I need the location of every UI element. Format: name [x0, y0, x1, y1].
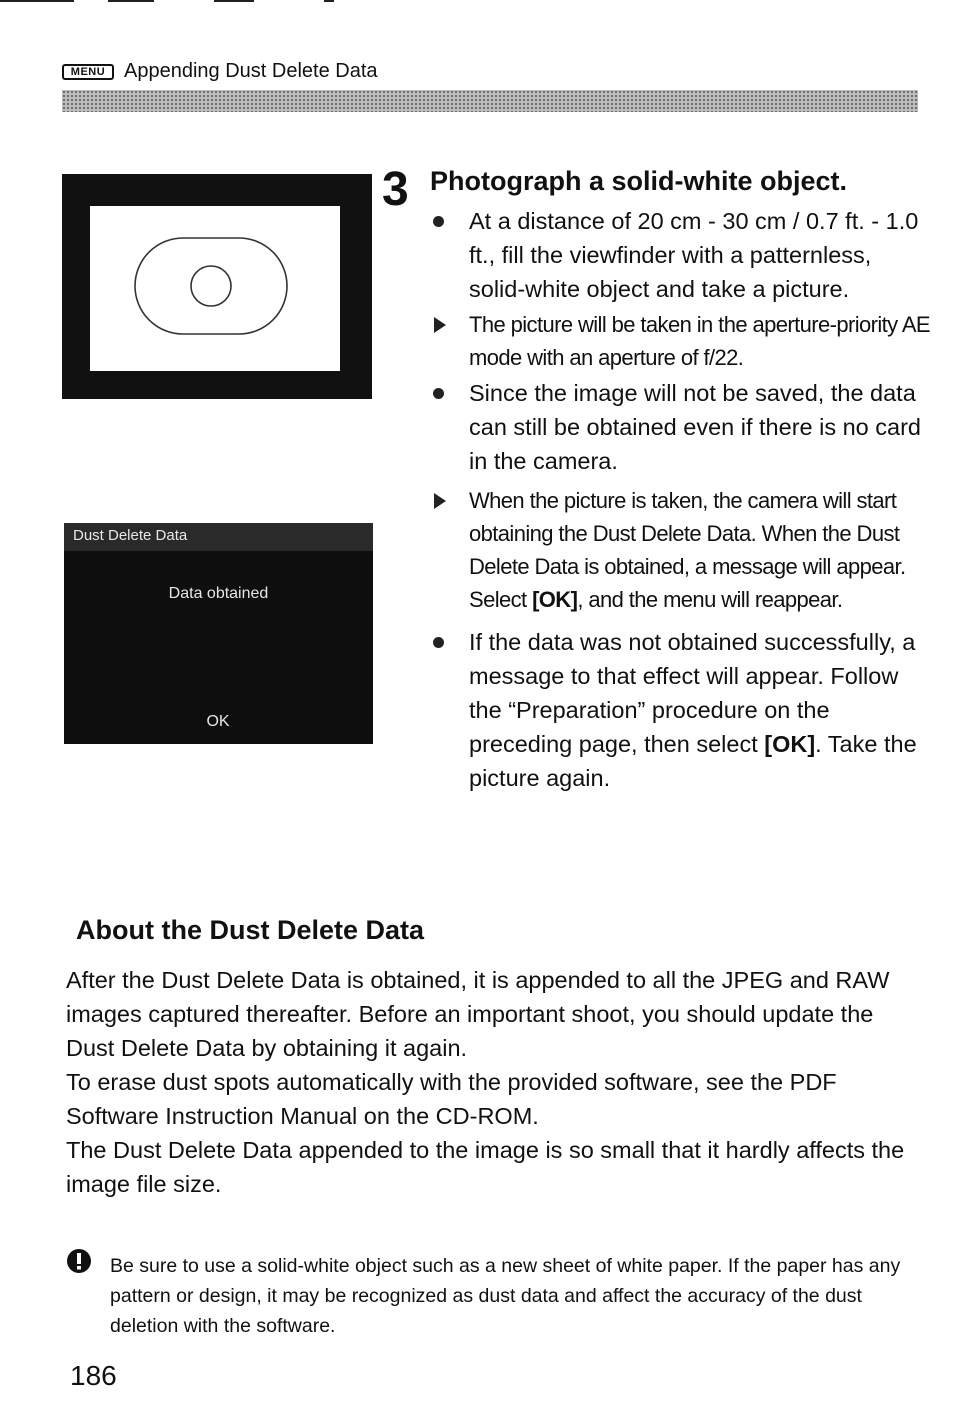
- paragraph: To erase dust spots automatically with the provided software, see the PDF Software Instruction Manual on the CD-ROM.: [66, 1069, 837, 1129]
- triangle-icon: [430, 308, 460, 342]
- dot-icon: [430, 625, 460, 659]
- paragraph: The Dust Delete Data appended to the image is so small that it hardly affects the image file size.: [66, 1137, 905, 1197]
- ok-button-label: [OK]: [764, 731, 816, 757]
- lcd-ok-button[interactable]: OK: [206, 713, 230, 730]
- ok-button-label: [OK]: [532, 587, 578, 612]
- bullet-text-end: , and the menu will reappear.: [577, 587, 843, 612]
- dot-icon: [430, 376, 460, 410]
- list-item: [430, 484, 930, 616]
- bullet-text-end: . Take the picture again.: [469, 731, 917, 791]
- viewfinder-illustration: [62, 174, 372, 399]
- lcd-screen: [64, 523, 373, 744]
- lcd-screen-message: Data obtained: [168, 585, 269, 602]
- bullet-text: If the data was not obtained successfully, a message to that effect will appear. Follow the “Preparation” procedure on the preceding page, then select: [469, 629, 916, 757]
- list-item: [430, 204, 930, 306]
- step-bullet-list: [430, 204, 930, 795]
- page-number: 186: [70, 1360, 117, 1391]
- bullet-text: When the picture is taken, the camera will start obtaining the Dust Delete Data. When the Dust Delete Data is obtained, a message will appear. Select: [469, 488, 906, 612]
- bullet-text: The picture will be taken in the aperture-priority AE mode with an aperture of f/22.: [469, 312, 930, 370]
- top-crop-marks: [0, 0, 954, 6]
- section-body: [66, 963, 926, 1201]
- white-object-screen: [90, 206, 340, 371]
- section-title: About the Dust Delete Data: [76, 915, 425, 945]
- dot-icon: [430, 204, 460, 238]
- list-item: [430, 625, 930, 795]
- triangle-icon: [430, 484, 460, 518]
- header-divider-bar: [62, 90, 918, 112]
- caution-note: Be sure to use a solid-white object such as a new sheet of white paper. If the paper has any pattern or design, it may be recognized as dust data and affect the accuracy of the dust deletion with the software.: [110, 1255, 901, 1337]
- step-title: Photograph a solid-white object.: [430, 166, 848, 196]
- list-item: [430, 376, 930, 478]
- page-header-title: Appending Dust Delete Data: [124, 60, 378, 82]
- list-item: [430, 308, 930, 374]
- paragraph: After the Dust Delete Data is obtained, it is appended to all the JPEG and RAW images captured thereafter. Before an important shoot, you should update the Dust Delete Data by obtaining it again.: [66, 967, 890, 1061]
- bullet-text: Since the image will not be saved, the data can still be obtained even if there is no card in the camera.: [469, 380, 921, 474]
- viewfinder-frame-icon: [90, 206, 340, 371]
- lcd-screen-title: Dust Delete Data: [64, 523, 373, 551]
- bullet-text: At a distance of 20 cm - 30 cm / 0.7 ft. - 1.0 ft., fill the viewfinder with a patternless, solid-white object and take a picture.: [469, 208, 919, 302]
- step-number: 3: [382, 163, 409, 216]
- caution-icon: [66, 1248, 92, 1274]
- menu-icon: MENU: [62, 64, 114, 80]
